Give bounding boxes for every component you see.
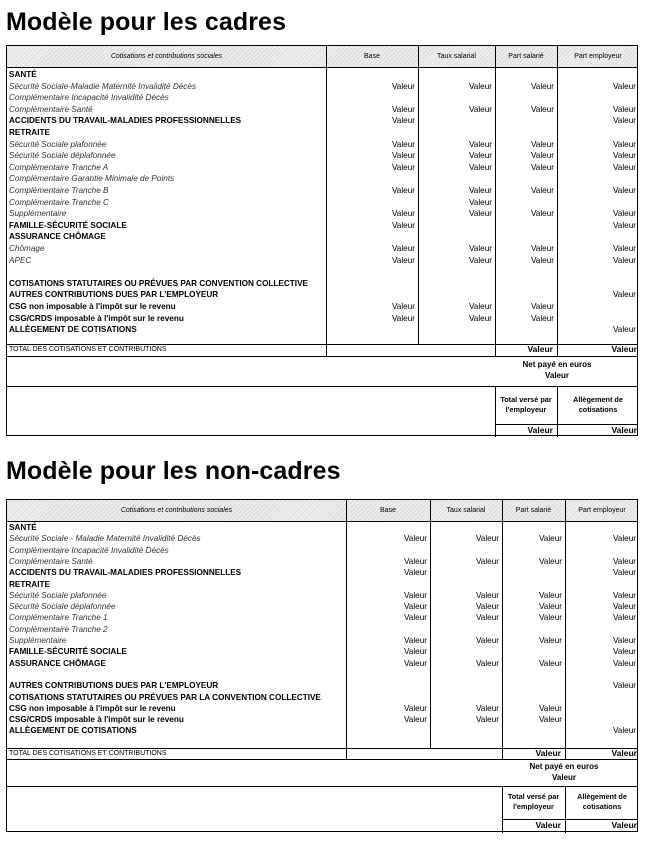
part-employeur-value: Valeur (612, 139, 636, 149)
total-part-salarie: Valeur (535, 748, 561, 758)
base-value: Valeur (391, 209, 415, 219)
total-part-employeur: Valeur (611, 748, 637, 758)
row-label: Supplémentaire (9, 636, 67, 645)
table-row (7, 255, 637, 266)
table-row (7, 266, 637, 277)
base-value: Valeur (391, 151, 415, 161)
row-label: Complémentaire Santé (9, 556, 93, 566)
row-label: COTISATIONS STATUTAIRES OU PRÉVUES PAR CONVENTION COLLECTIVE (9, 278, 309, 288)
total-part-salarie: Valeur (527, 344, 553, 354)
row-label: Complémentaire Tranche A (9, 162, 109, 172)
row-label: CSG/CRDS imposable à l'impôt sur le revenu (9, 313, 184, 323)
taux-value: Valeur (475, 636, 499, 645)
row-label: COTISATIONS STATUTAIRES OU PRÉVUES PAR LA CONVENTION COLLECTIVE (9, 692, 321, 702)
total-label: TOTAL DES COTISATIONS ET CONTRIBUTIONS (9, 750, 167, 757)
row-label: ALLÈGEMENT DE COTISATIONS (9, 726, 137, 736)
table-row (7, 324, 637, 335)
part-salarie-value: Valeur (538, 715, 562, 725)
taux-value: Valeur (468, 162, 492, 172)
base-value: Valeur (391, 104, 415, 114)
table-row (7, 139, 637, 150)
row-label: Chômage (9, 244, 45, 253)
part-employeur-value: Valeur (612, 636, 636, 645)
part-employeur-value: Valeur (612, 602, 636, 612)
part-employeur-value: Valeur (612, 325, 636, 335)
row-label: Complémentaire Incapacité Invalidité Décès (9, 545, 169, 555)
net-paye-value: Valeur (544, 371, 569, 380)
part-employeur-value: Valeur (612, 534, 636, 544)
table-row (7, 313, 637, 324)
base-value: Valeur (391, 116, 415, 126)
row-label: ASSURANCE CHÔMAGE (9, 658, 106, 668)
header-part-salarie: Part salarié (508, 53, 544, 60)
base-value: Valeur (403, 613, 427, 623)
row-label: AUTRES CONTRIBUTIONS DUES PAR L'EMPLOYEUR (9, 290, 219, 300)
table-row (7, 624, 637, 635)
table-row (7, 601, 637, 612)
row-label: SANTÉ (9, 70, 37, 79)
base-value: Valeur (403, 568, 427, 578)
taux-value: Valeur (475, 703, 499, 713)
payslip-table-non-cadres (6, 499, 638, 832)
taux-value: Valeur (475, 613, 499, 623)
row-label: SANTÉ (9, 523, 37, 532)
part-employeur-value: Valeur (612, 151, 636, 161)
part-employeur-value: Valeur (612, 81, 636, 91)
table-header (7, 46, 637, 68)
part-employeur-value: Valeur (612, 244, 636, 253)
payslip-table-cadres (6, 45, 638, 436)
total-verse-label: Total versé par l'employeur (500, 395, 552, 414)
taux-value: Valeur (468, 313, 492, 323)
net-paye-label: Net payé en euros (529, 762, 599, 771)
part-employeur-value: Valeur (612, 658, 636, 668)
total-verse-label: Total versé par l'employeur (507, 792, 560, 811)
base-value: Valeur (403, 602, 427, 612)
table-row (7, 692, 637, 703)
taux-value: Valeur (475, 715, 499, 725)
part-salarie-value: Valeur (530, 81, 554, 91)
total-label: TOTAL DES COTISATIONS ET CONTRIBUTIONS (9, 346, 167, 353)
table-row (7, 680, 637, 691)
part-salarie-value: Valeur (538, 658, 562, 668)
taux-value: Valeur (475, 534, 499, 544)
base-value: Valeur (391, 139, 415, 149)
row-label: Sécurité Sociale plafonnée (9, 139, 107, 149)
row-label: Supplémentaire (9, 209, 67, 219)
total-verse-value: Valeur (535, 820, 561, 830)
part-salarie-value: Valeur (538, 613, 562, 623)
table-row (7, 289, 637, 300)
base-value: Valeur (391, 186, 415, 195)
table-row (7, 173, 637, 184)
table-row (7, 115, 637, 126)
row-label: ASSURANCE CHÔMAGE (9, 232, 106, 242)
part-employeur-value: Valeur (612, 681, 636, 691)
table-row (7, 81, 637, 92)
part-employeur-value: Valeur (612, 209, 636, 219)
total-verse-value: Valeur (527, 425, 553, 435)
row-label: Complémentaire Garantie Minimale de Points (9, 174, 175, 184)
total-part-employeur: Valeur (611, 344, 637, 354)
base-value: Valeur (391, 81, 415, 91)
header-taux: Taux salarial (437, 53, 476, 60)
table-row (7, 533, 637, 544)
taux-value: Valeur (475, 602, 499, 612)
taux-value: Valeur (475, 556, 499, 566)
part-employeur-value: Valeur (612, 726, 636, 736)
row-label: Complémentaire Tranche 1 (9, 613, 108, 623)
part-salarie-value: Valeur (530, 162, 554, 172)
table-row (7, 522, 637, 533)
header-part-salarie: Part salarié (515, 507, 552, 514)
base-value: Valeur (403, 647, 427, 657)
table-row (7, 714, 637, 725)
table-row (7, 545, 637, 556)
header-base: Base (364, 53, 380, 60)
allegement-label: Allègement de cotisations (573, 395, 623, 414)
table-row (7, 185, 637, 196)
part-employeur-value: Valeur (612, 647, 636, 657)
table-row (7, 278, 637, 289)
row-label: Complémentaire Santé (9, 104, 93, 114)
table-row (7, 104, 637, 115)
taux-value: Valeur (468, 302, 492, 311)
part-salarie-value: Valeur (530, 313, 554, 323)
part-salarie-value: Valeur (538, 636, 562, 645)
part-salarie-value: Valeur (530, 151, 554, 161)
net-paye-value: Valeur (551, 773, 576, 782)
net-paye-label: Net payé en euros (522, 360, 592, 369)
row-label: ACCIDENTS DU TRAVAIL-MALADIES PROFESSIONNELLES (9, 568, 242, 578)
part-salarie-value: Valeur (530, 244, 554, 253)
table-row (7, 579, 637, 590)
taux-value: Valeur (468, 197, 492, 207)
table-row (7, 658, 637, 669)
part-employeur-value: Valeur (612, 186, 636, 195)
table-row (7, 127, 637, 138)
row-label: Complémentaire Tranche B (9, 186, 109, 195)
table-row (7, 725, 637, 736)
row-label: Sécurité Sociale plafonnée (9, 590, 107, 600)
part-salarie-value: Valeur (530, 302, 554, 311)
row-label: Complémentaire Tranche C (9, 197, 109, 207)
header-label: Cotisations et contributions sociales (110, 53, 223, 60)
table-row (7, 301, 637, 312)
part-employeur-value: Valeur (612, 568, 636, 578)
header-label: Cotisations et contributions sociales (120, 507, 233, 514)
row-label: Sécurité Sociale déplafonnée (9, 151, 116, 161)
base-value: Valeur (403, 636, 427, 645)
table-row (7, 590, 637, 601)
header-base: Base (380, 507, 396, 514)
section-title-cadres: Modèle pour les cadres (6, 8, 287, 36)
row-label: Sécurité Sociale - Maladie Maternité Invalidité Décès (9, 534, 201, 544)
row-label: FAMILLE-SÉCURITÉ SOCIALE (9, 647, 127, 657)
row-label: ACCIDENTS DU TRAVAIL-MALADIES PROFESSIONNELLES (9, 116, 242, 126)
taux-value: Valeur (468, 209, 492, 219)
table-row (7, 567, 637, 578)
table-row (7, 556, 637, 567)
part-salarie-value: Valeur (538, 590, 562, 600)
table-row (7, 703, 637, 714)
row-label: APEC (9, 255, 32, 265)
table-row (7, 92, 637, 103)
header-taux: Taux salarial (446, 507, 486, 514)
part-employeur-value: Valeur (612, 556, 636, 566)
base-value: Valeur (403, 590, 427, 600)
header-part-employeur: Part employeur (578, 507, 626, 514)
taux-value: Valeur (475, 658, 499, 668)
table-row (7, 612, 637, 623)
row-label: CSG/CRDS imposable à l'impôt sur le revenu (9, 715, 184, 725)
row-label: FAMILLE-SÉCURITÉ SOCIALE (9, 220, 127, 230)
part-employeur-value: Valeur (612, 220, 636, 230)
table-header (7, 500, 637, 522)
row-label: Sécurité Sociale-Maladie Maternité Invalidité Décès (9, 81, 197, 91)
table-row (7, 635, 637, 646)
taux-value: Valeur (468, 151, 492, 161)
table-row (7, 69, 637, 80)
base-value: Valeur (403, 658, 427, 668)
base-value: Valeur (391, 302, 415, 311)
taux-value: Valeur (468, 81, 492, 91)
taux-value: Valeur (468, 104, 492, 114)
table-row (7, 150, 637, 161)
base-value: Valeur (391, 244, 415, 253)
table-row (7, 208, 637, 219)
row-label: AUTRES CONTRIBUTIONS DUES PAR L'EMPLOYEUR (9, 681, 219, 691)
table-row (7, 669, 637, 680)
base-value: Valeur (391, 255, 415, 265)
row-label: RETRAITE (9, 579, 50, 589)
base-value: Valeur (391, 220, 415, 230)
part-salarie-value: Valeur (530, 104, 554, 114)
part-employeur-value: Valeur (612, 290, 636, 300)
part-employeur-value: Valeur (612, 590, 636, 600)
table-row (7, 197, 637, 208)
taux-value: Valeur (468, 244, 492, 253)
part-salarie-value: Valeur (538, 703, 562, 713)
base-value: Valeur (403, 715, 427, 725)
row-label: Sécurité Sociale déplafonnée (9, 602, 116, 612)
allegement-label: Allègement de cotisations (577, 792, 627, 811)
part-salarie-value: Valeur (538, 602, 562, 612)
table-row (7, 162, 637, 173)
taux-value: Valeur (475, 590, 499, 600)
row-label: ALLÈGEMENT DE COTISATIONS (9, 325, 137, 335)
base-value: Valeur (391, 162, 415, 172)
part-salarie-value: Valeur (530, 255, 554, 265)
row-label: Complémentaire Tranche 2 (9, 624, 108, 634)
table-row (7, 243, 637, 254)
taux-value: Valeur (468, 186, 492, 195)
section-title-non-cadres: Modèle pour les non-cadres (6, 457, 341, 485)
header-part-employeur: Part employeur (574, 53, 622, 60)
part-salarie-value: Valeur (538, 534, 562, 544)
part-employeur-value: Valeur (612, 613, 636, 623)
row-label: CSG non imposable à l'impôt sur le revenu (9, 703, 176, 713)
taux-value: Valeur (468, 139, 492, 149)
row-label: Complémentaire Incapacité Invalidité Décès (9, 93, 169, 103)
allegement-value: Valeur (611, 425, 637, 435)
table-row (7, 231, 637, 242)
part-salarie-value: Valeur (530, 186, 554, 195)
base-value: Valeur (403, 556, 427, 566)
part-salarie-value: Valeur (538, 556, 562, 566)
part-employeur-value: Valeur (612, 255, 636, 265)
row-label: CSG non imposable à l'impôt sur le revenu (9, 302, 176, 311)
part-salarie-value: Valeur (530, 209, 554, 219)
part-employeur-value: Valeur (612, 116, 636, 126)
base-value: Valeur (403, 703, 427, 713)
part-employeur-value: Valeur (612, 162, 636, 172)
taux-value: Valeur (468, 255, 492, 265)
base-value: Valeur (403, 534, 427, 544)
part-employeur-value: Valeur (612, 104, 636, 114)
base-value: Valeur (391, 313, 415, 323)
table-row (7, 646, 637, 657)
allegement-value: Valeur (611, 820, 637, 830)
part-salarie-value: Valeur (530, 139, 554, 149)
row-label: RETRAITE (9, 128, 50, 137)
table-row (7, 220, 637, 231)
